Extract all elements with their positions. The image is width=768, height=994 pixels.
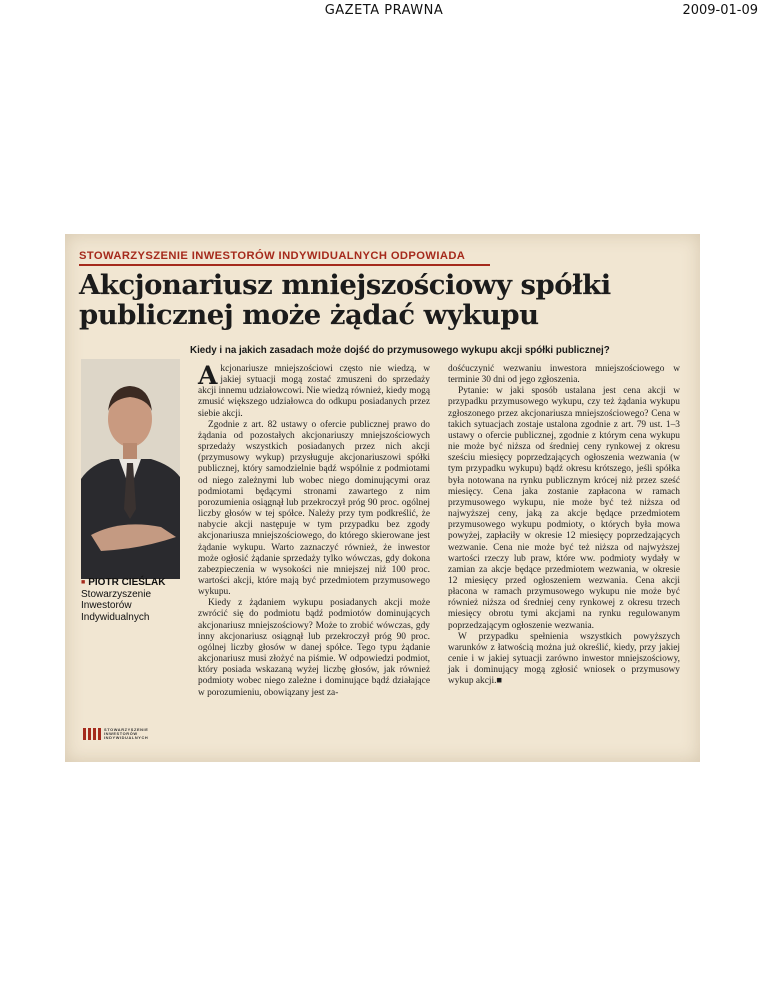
author-affiliation: Stowarzyszenie Inwestorów Indywidualnych [81, 588, 152, 623]
paragraph: Pytanie: w jaki sposób ustalana jest cena akcji w przypadku przymusowego wykupu, czy też żądania wykupu zgłoszonego przez akcjonariusza mniejszościowego? Cena w takich sytuacjach zostaje ustalona zgodnie z art. 79 ust. 1–3 ustawy o ofercie publicznej, zgodnie z którym cena wykupu nie może być niższa od średniej ceny rynkowej z okresu sześciu miesięcy poprzedzających ogłoszenia wezwania (w tym przypadku wykupu) bądź okresu krótszego, jeśli spółka była notowana na rynku publicznym krócej niż przez sześć miesięcy. Cena jaka zostanie zapłacona w ramach przymusowego wykupu, nie może być też niższa od najwyższej ceny, jaką za akcje będące przedmiotem przymusowego wykupu podmioty, o których była mowa powyżej, zapłaciły w okresie 12 miesięcy poprzedzających wezwanie. Cena nie może być też niższa od najwyższej wartości rzeczy lub praw, które ww. podmioty wydały w zamian za akcje będące przedmiotem wezwania, w okresie 12 miesięcy przed ogłoszeniem wezwania. Cena akcji płacona w ramach przymusowego wykupu nie może być również niższa od średniej ceny rynkowej z okresu trzech miesięcy obrotu tymi akcjami na rynku regulowanym poprzedzającym ogłoszenie wezwania. [448, 386, 680, 631]
section-kicker: STOWARZYSZENIE INWESTORÓW INDYWIDUALNYCH ODPOWIADA [79, 250, 466, 262]
newspaper-clipping [65, 234, 700, 762]
kicker-rule [79, 264, 490, 266]
article-lead: Kiedy i na jakich zasadach może dojść do przymusowego wykupu akcji spółki publicznej? [190, 345, 610, 356]
paragraph: W przypadku spełnienia wszystkich powyższych warunków z łatwością można już określić, kiedy, przy jakiej cenie i w jakiej sytuacji zarówno inwestor mniejszościowy, jak i dominujący mogą zgłosić wniosek o przymusowy wykup akcji.■ [448, 631, 680, 687]
article-column-1 [198, 361, 430, 699]
association-logo-mark-icon [83, 728, 101, 740]
page-header-date: 2009-01-09 [682, 3, 758, 18]
paragraph: Akcjonariusze mniejszościowi często nie wiedzą, w jakiej sytuacji mogą zostać zmuszeni do sprzedaży akcji innemu udziałowcowi. Nie wiedzą również, kiedy mogą zmusić większego udziałowca do odkupu posiadanych przez siebie akcji. [198, 361, 430, 419]
author-name: ■ PIOTR CIEŚLAK [81, 577, 186, 589]
paragraph: Kiedy z żądaniem wykupu posiadanych akcji może zwrócić się do podmiotu bądź podmiotów dominujących akcjonariusz mniejszościowy? Może to zrobić wówczas, gdy inny akcjonariusz osiągnął lub przekroczył próg 90 proc. ogólnej liczby głosów w danej spółce. Tego typu żądanie akcjonariusz musi złożyć na piśmie. W odpowiedzi podmiot, który posiada wskazaną wyżej liczbę głosów, jak również podmioty wobec niego zależne i dominujące bądź działające w porozumieniu, obowiązany jest za- [198, 598, 430, 698]
paragraph: Zgodnie z art. 82 ustawy o ofercie publicznej prawo do żądania od pozostałych akcjonariuszy mniejszościowych sprzedaży wszystkich posiadanych przez nich akcji (przymusowy wykup) przysługuje akcjonariuszowi spółki publicznej, który samodzielnie bądź wspólnie z podmiotami od niego zależnymi lub wobec niego dominującymi oraz podmiotami będącymi stronami zawartego z nim porozumienia osiągnął lub przekroczył próg 90 proc. ogólnej liczby głosów w tej spółce. Należy przy tym podkreślić, że nabycie akcji następuje w tym przypadku bez zgody akcjonariusza mniejszościowego, do którego skierowane jest żądanie wykupu. Warto zaznaczyć również, że inwestor może ogłosić żądanie sprzedaży tylko wówczas, gdy dokona zabezpieczenia w wysokości nie mniejszej niż 100 proc. wartości akcji, które mają być przedmiotem przymusowego wykupu. [198, 419, 430, 598]
author-photo [81, 359, 180, 579]
page-header-title: GAZETA PRAWNA [324, 3, 444, 18]
author-caption [81, 577, 186, 623]
article-title: Akcjonariusz mniejszościowy spółki publicznej może żądać wykupu [79, 269, 611, 331]
article-column-2 [448, 364, 680, 688]
author-portrait-image [81, 359, 180, 579]
association-logo-text: STOWARZYSZENIE INWESTORÓW INDYWIDUALNYCH [104, 727, 149, 741]
drop-cap: A [198, 361, 218, 390]
paragraph: dośćuczynić wezwaniu inwestora mniejszościowego w terminie 30 dni od jego zgłoszenia. [448, 364, 680, 386]
